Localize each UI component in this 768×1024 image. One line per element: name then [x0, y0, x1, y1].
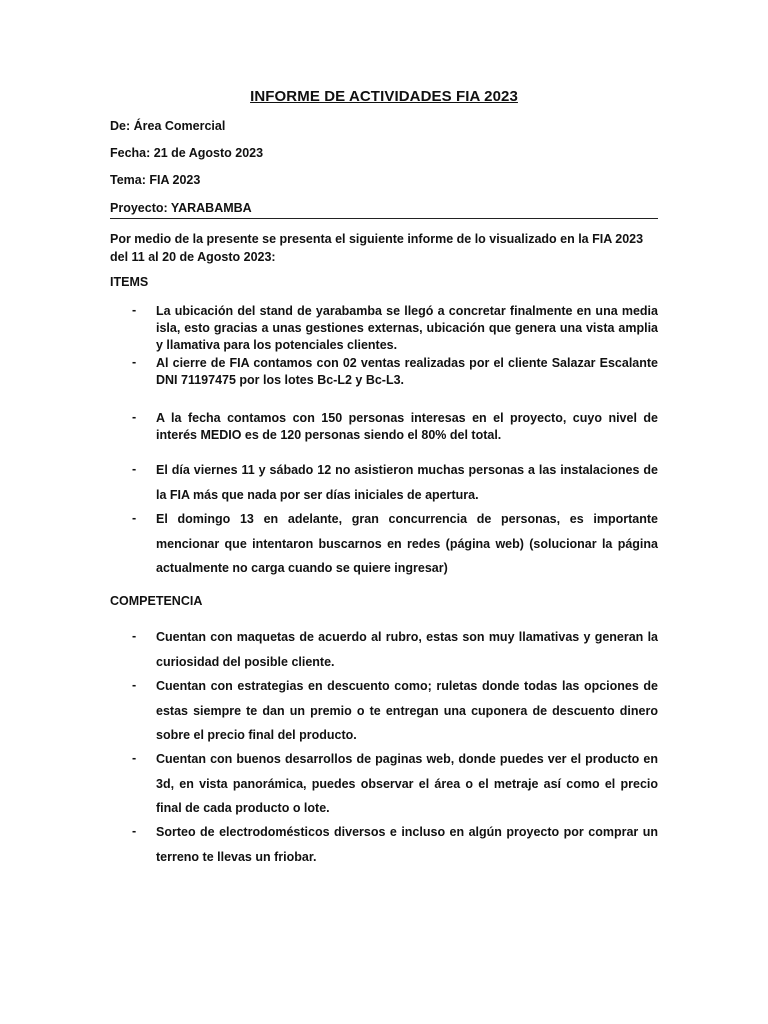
bullet-dash: -	[132, 355, 137, 369]
list-item-text: Sorteo de electrodomésticos diversos e incluso en algún proyecto por comprar un terreno te llevas un friobar.	[156, 825, 658, 864]
from-line: De: Área Comercial	[110, 119, 226, 133]
bullet-dash: -	[132, 751, 137, 765]
bullet-dash: -	[132, 511, 137, 525]
list-item-text: A la fecha contamos con 150 personas interesas en el proyecto, cuyo nivel de interés MEDIO es de 120 personas siendo el 80% del total.	[156, 411, 658, 442]
topic-line: Tema: FIA 2023	[110, 173, 201, 187]
bullet-dash: -	[132, 303, 137, 317]
list-item-text: Cuentan con maquetas de acuerdo al rubro, estas son muy llamativas y generan la curiosidad del posible cliente.	[156, 630, 658, 669]
bullet-dash: -	[132, 629, 137, 643]
header-divider	[110, 218, 658, 219]
bullet-dash: -	[132, 824, 137, 838]
list-item-text: La ubicación del stand de yarabamba se llegó a concretar finalmente en una media isla, esto gracias a unas gestiones externas, ubicación que genera una vista amplia y llamativa para los potenciales clientes.	[156, 304, 658, 352]
project-line: Proyecto: YARABAMBA	[110, 201, 252, 215]
bullet-dash: -	[132, 678, 137, 692]
list-item-text: El domingo 13 en adelante, gran concurrencia de personas, es importante mencionar que intentaron buscarnos en redes (página web) (solucionar la página actualmente no carga cuando se quiere ingresar)	[156, 512, 658, 575]
competition-heading: COMPETENCIA	[110, 594, 203, 608]
date-line: Fecha: 21 de Agosto 2023	[110, 146, 264, 160]
list-item-text: Al cierre de FIA contamos con 02 ventas realizadas por el cliente Salazar Escalante DNI 71197475 por los lotes Bc-L2 y Bc-L3.	[156, 356, 658, 387]
list-item-text: El día viernes 11 y sábado 12 no asistieron muchas personas a las instalaciones de la FIA más que nada por ser días iniciales de apertura.	[156, 463, 658, 502]
document-title: INFORME DE ACTIVIDADES FIA 2023	[250, 88, 518, 105]
list-item-text: Cuentan con buenos desarrollos de paginas web, donde puedes ver el producto en 3d, en vista panorámica, puedes observar el área o el metraje así como el precio final de cada producto o lote.	[156, 752, 658, 815]
bullet-dash: -	[132, 462, 137, 476]
list-item-text: Cuentan con estrategias en descuento como; ruletas donde todas las opciones de estas siempre te dan un premio o te entregan una cuponera de descuento dinero sobre el precio final del producto.	[156, 679, 658, 742]
intro-paragraph: Por medio de la presente se presenta el siguiente informe de lo visualizado en la FIA 2023 del 11 al 20 de Agosto 2023:	[110, 232, 644, 264]
bullet-dash: -	[132, 410, 137, 424]
items-heading: ITEMS	[110, 275, 149, 289]
